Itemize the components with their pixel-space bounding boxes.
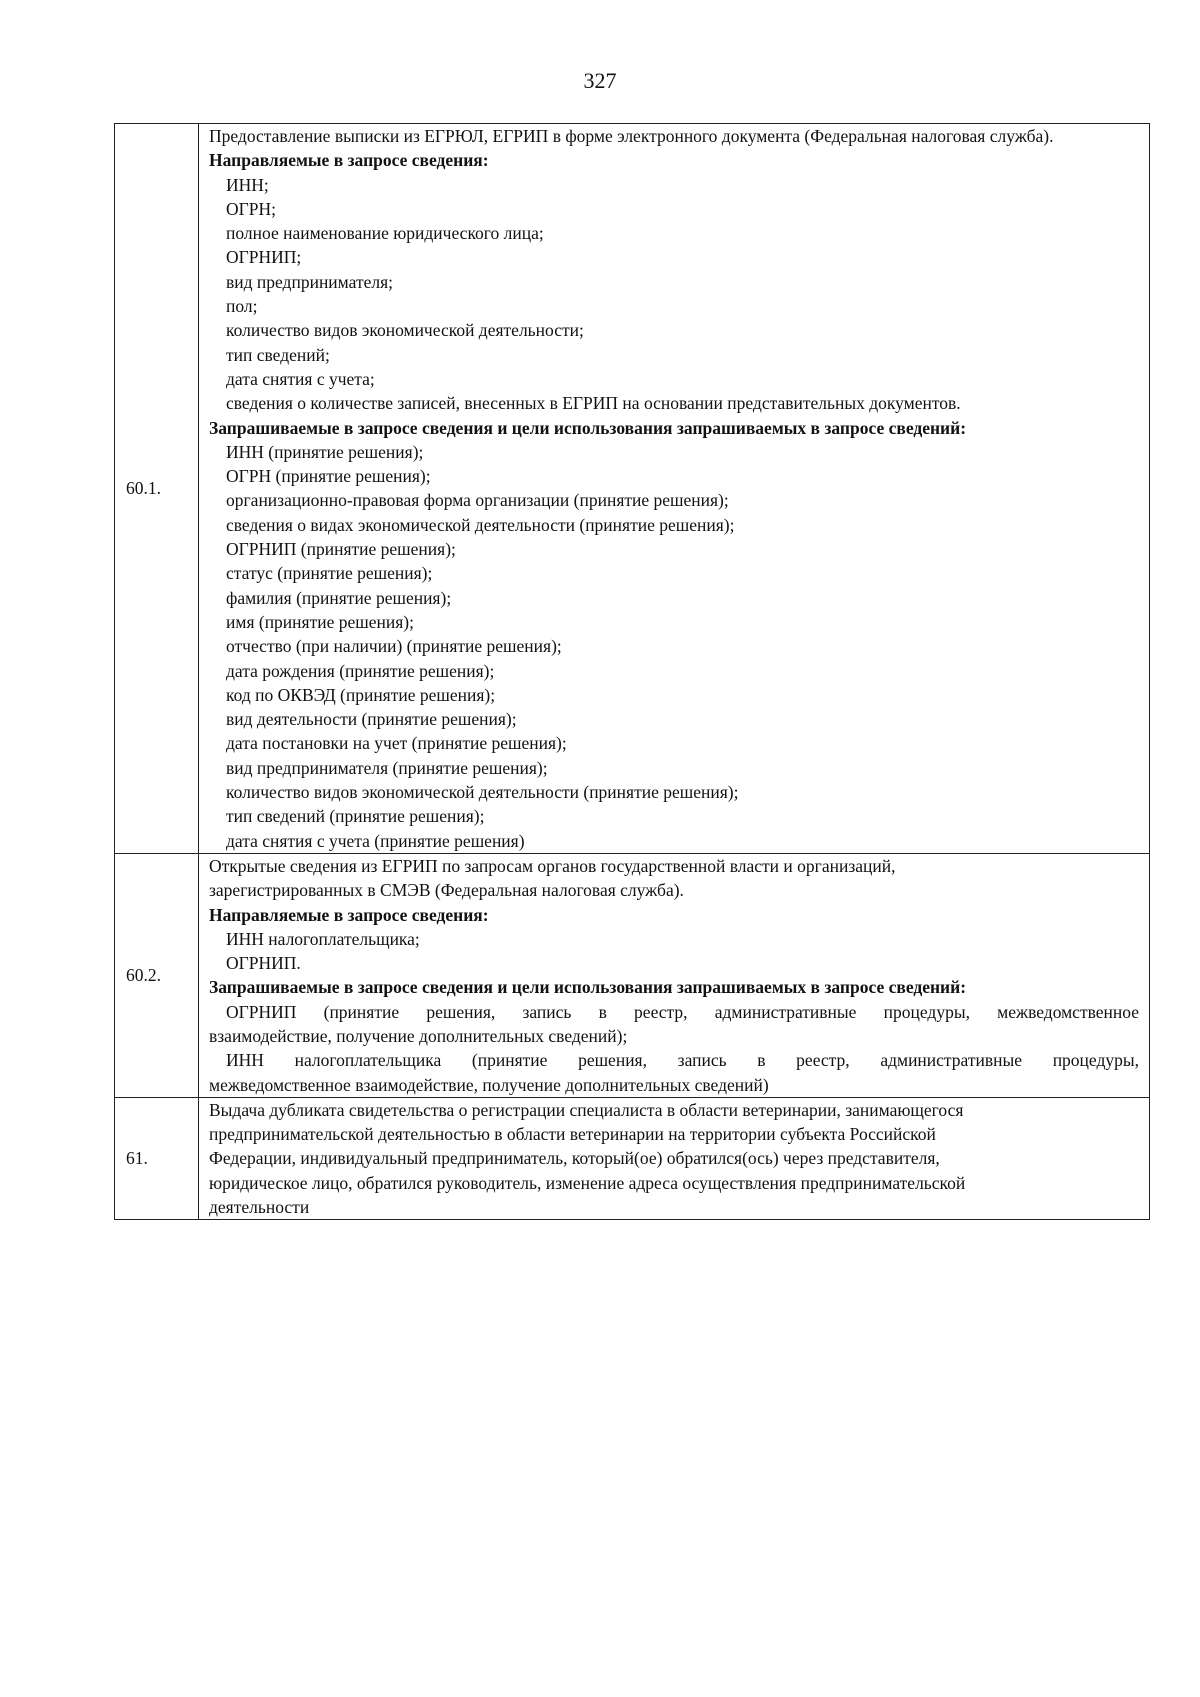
list-item: количество видов экономической деятельности;: [226, 320, 584, 341]
requested-data-heading: Запрашиваемые в запросе сведения и цели использования запрашиваемых в запросе сведений:: [209, 417, 967, 438]
table-row-60-1: [115, 124, 1150, 854]
list-item-continuation: межведомственное взаимодействие, получение дополнительных сведений): [209, 1074, 769, 1095]
list-item: ИНН налогоплательщика (принятие решения, запись в реестр, административные процедуры,: [226, 1050, 1139, 1071]
list-item: дата рождения (принятие решения);: [226, 660, 495, 681]
row-content: [199, 1097, 1150, 1219]
list-item: фамилия (принятие решения);: [226, 587, 452, 608]
list-item: ИНН (принятие решения);: [226, 441, 424, 462]
list-item: ИНН;: [226, 174, 269, 195]
list-item-continuation: взаимодействие, получение дополнительных сведений);: [209, 1025, 628, 1046]
list-item: ОГРНИП (принятие решения, запись в реестр, административные процедуры, межведомственное: [226, 1001, 1139, 1022]
list-item: организационно-правовая форма организации (принятие решения);: [226, 490, 729, 511]
list-item: вид деятельности (принятие решения);: [226, 709, 517, 730]
sent-data-heading: Направляемые в запросе сведения:: [209, 904, 489, 925]
list-item: статус (принятие решения);: [226, 563, 433, 584]
row-content: [199, 124, 1150, 854]
list-item: имя (принятие решения);: [226, 611, 414, 632]
list-item: код по ОКВЭД (принятие решения);: [226, 684, 496, 705]
list-item: вид предпринимателя (принятие решения);: [226, 757, 548, 778]
service-description-line: юридическое лицо, обратился руководитель, изменение адреса осуществления предпринимательской: [209, 1172, 966, 1193]
services-table: [114, 123, 1150, 1220]
list-item: ОГРНИП.: [226, 953, 301, 974]
list-item: отчество (при наличии) (принятие решения);: [226, 636, 562, 657]
row-number: 60.2.: [115, 853, 199, 1097]
service-description-line: деятельности: [209, 1197, 310, 1218]
service-description-line: зарегистрированных в СМЭВ (Федеральная налоговая служба).: [209, 880, 684, 901]
row-number: 61.: [115, 1097, 199, 1219]
list-item: сведения о количестве записей, внесенных в ЕГРИП на основании представительных документов.: [226, 393, 961, 414]
row-number: 60.1.: [115, 124, 199, 854]
list-item: дата снятия с учета;: [226, 368, 375, 389]
table-row-61: [115, 1097, 1150, 1219]
service-description-line: Федерации, индивидуальный предприниматель, который(ое) обратился(ось) через представителя,: [209, 1148, 940, 1169]
service-description-line: Открытые сведения из ЕГРИП по запросам органов государственной власти и организаций,: [209, 855, 896, 876]
requested-data-heading: Запрашиваемые в запросе сведения и цели использования запрашиваемых в запросе сведений:: [209, 977, 967, 998]
list-item: дата постановки на учет (принятие решения);: [226, 733, 567, 754]
list-item: тип сведений;: [226, 344, 330, 365]
list-item: полное наименование юридического лица;: [226, 223, 544, 244]
list-item: количество видов экономической деятельности (принятие решения);: [226, 782, 739, 803]
list-item: ОГРН;: [226, 198, 276, 219]
table-row-60-2: [115, 853, 1150, 1097]
list-item: сведения о видах экономической деятельности (принятие решения);: [226, 514, 735, 535]
list-item: ОГРНИП;: [226, 247, 302, 268]
list-item: тип сведений (принятие решения);: [226, 806, 485, 827]
list-item: дата снятия с учета (принятие решения): [226, 830, 525, 851]
service-description: Предоставление выписки из ЕГРЮЛ, ЕГРИП в форме электронного документа (Федеральная налоговая служба).: [209, 126, 1054, 146]
page-number: 327: [583, 68, 617, 93]
list-item: пол;: [226, 296, 258, 317]
list-item: ИНН налогоплательщика;: [226, 928, 420, 949]
service-description-line: предпринимательской деятельностью в области ветеринарии на территории субъекта Российской: [209, 1124, 936, 1145]
list-item: ОГРНИП (принятие решения);: [226, 539, 456, 560]
sent-data-heading: Направляемые в запросе сведения:: [209, 150, 489, 171]
list-item: ОГРН (принятие решения);: [226, 466, 431, 487]
service-description-line: Выдача дубликата свидетельства о регистрации специалиста в области ветеринарии, занимающегося: [209, 1099, 964, 1120]
list-item: вид предпринимателя;: [226, 271, 394, 292]
row-content: [199, 853, 1150, 1097]
